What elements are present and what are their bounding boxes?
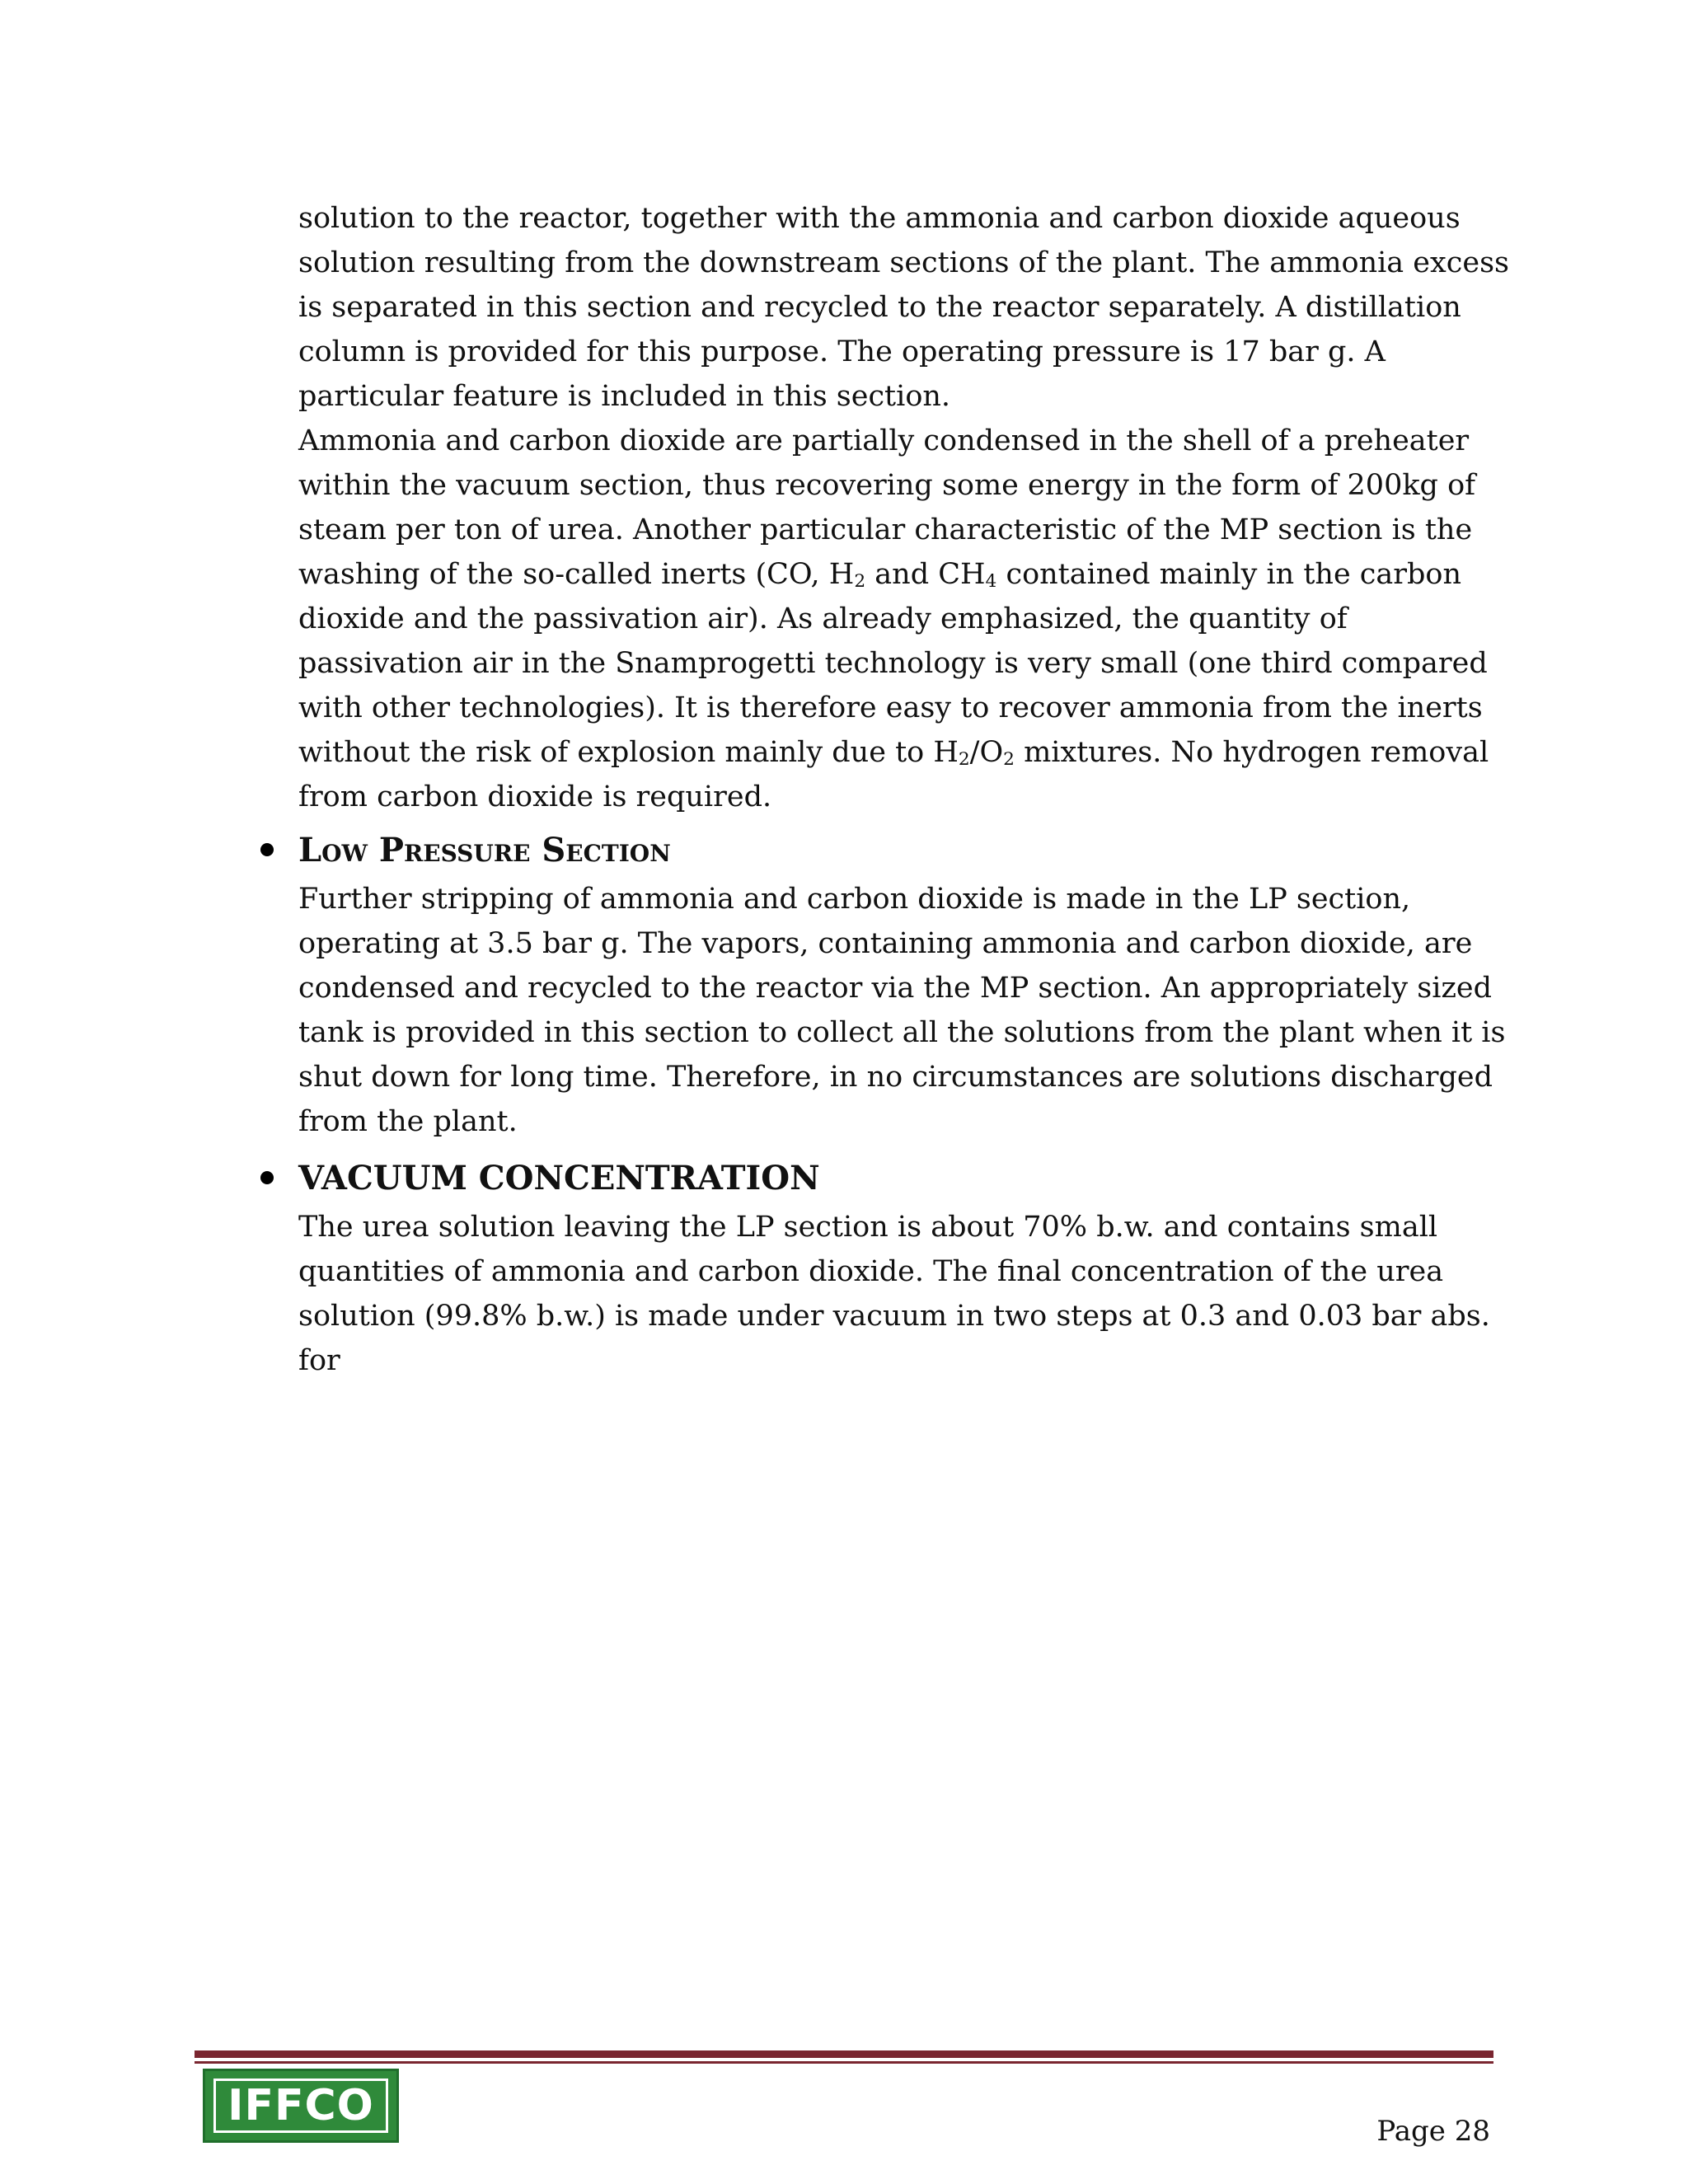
lp-section-heading-row — [298, 824, 1469, 875]
lp-section-heading: Low Pressure Section — [298, 830, 671, 869]
bullet-icon — [260, 1171, 274, 1184]
text-line: Ammonia and carbon dioxide are partially condensed in the shell of a preheater — [298, 424, 1470, 457]
subscript: 4 — [985, 570, 997, 592]
text-line: steam per ton of urea. Another particular characteristic of the MP section is the — [298, 513, 1473, 546]
text-line: shut down for long time. Therefore, in no circumstances are solutions discharged — [298, 1061, 1493, 1094]
text-line: solution resulting from the downstream sections of the plant. The ammonia excess — [298, 246, 1509, 279]
bullet-icon — [260, 843, 274, 856]
text-line — [298, 552, 1469, 597]
text-fragment: washing of the so-called inerts (CO, H — [298, 558, 855, 591]
iffco-logo — [203, 2069, 399, 2143]
text-fragment: contained mainly in the carbon — [996, 558, 1462, 591]
text-line: The urea solution leaving the LP section is about 70% b.w. and contains small — [298, 1211, 1438, 1244]
vc-paragraph — [298, 1205, 1490, 1383]
lp-paragraph — [298, 877, 1506, 1144]
text-line: from the plant. — [298, 1105, 518, 1138]
logo-text: IFFCO — [227, 2081, 374, 2130]
page-number: Page 28 — [1376, 2115, 1490, 2148]
text-fragment: mixtures. No hydrogen removal — [1014, 736, 1489, 769]
text-line: solution (99.8% b.w.) is made under vacuum in two steps at 0.3 and 0.03 bar abs. — [298, 1300, 1490, 1333]
footer-rule-thin — [195, 2061, 1493, 2064]
subscript: 2 — [854, 570, 866, 592]
vc-section-heading-row — [298, 1152, 1469, 1203]
text-line: from carbon dioxide is required. — [298, 780, 772, 813]
subscript: 2 — [1003, 748, 1015, 770]
text-fragment: /O — [969, 736, 1004, 769]
footer-rule — [195, 2050, 1493, 2058]
text-line: for — [298, 1344, 340, 1377]
text-fragment: without the risk of explosion mainly due to H — [298, 736, 959, 769]
text-line — [298, 730, 1489, 775]
text-line: column is provided for this purpose. The operating pressure is 17 bar g. A — [298, 335, 1386, 368]
logo-border — [213, 2079, 388, 2133]
vc-section-heading: VACUUM CONCENTRATION — [298, 1158, 820, 1197]
text-line: passivation air in the Snamprogetti technology is very small (one third compared — [298, 647, 1488, 680]
text-line: quantities of ammonia and carbon dioxide. The final concentration of the urea — [298, 1255, 1444, 1288]
document-body — [298, 196, 1509, 1383]
text-line: tank is provided in this section to collect all the solutions from the plant when it is — [298, 1016, 1506, 1049]
text-line: particular feature is included in this section. — [298, 380, 951, 413]
subscript: 2 — [958, 748, 970, 770]
text-line: dioxide and the passivation air). As already emphasized, the quantity of — [298, 602, 1348, 635]
text-line: operating at 3.5 bar g. The vapors, containing ammonia and carbon dioxide, are — [298, 927, 1473, 960]
intro-paragraph — [298, 196, 1509, 819]
text-line: with other technologies). It is therefore easy to recover ammonia from the inerts — [298, 691, 1483, 724]
text-fragment: and CH — [865, 558, 986, 591]
text-line: is separated in this section and recycled to the reactor separately. A distillation — [298, 291, 1461, 324]
text-line: Further stripping of ammonia and carbon dioxide is made in the LP section, — [298, 883, 1411, 916]
text-line: solution to the reactor, together with the ammonia and carbon dioxide aqueous — [298, 202, 1461, 235]
text-line: condensed and recycled to the reactor via the MP section. An appropriately sized — [298, 972, 1493, 1005]
text-line: within the vacuum section, thus recovering some energy in the form of 200kg of — [298, 469, 1476, 502]
